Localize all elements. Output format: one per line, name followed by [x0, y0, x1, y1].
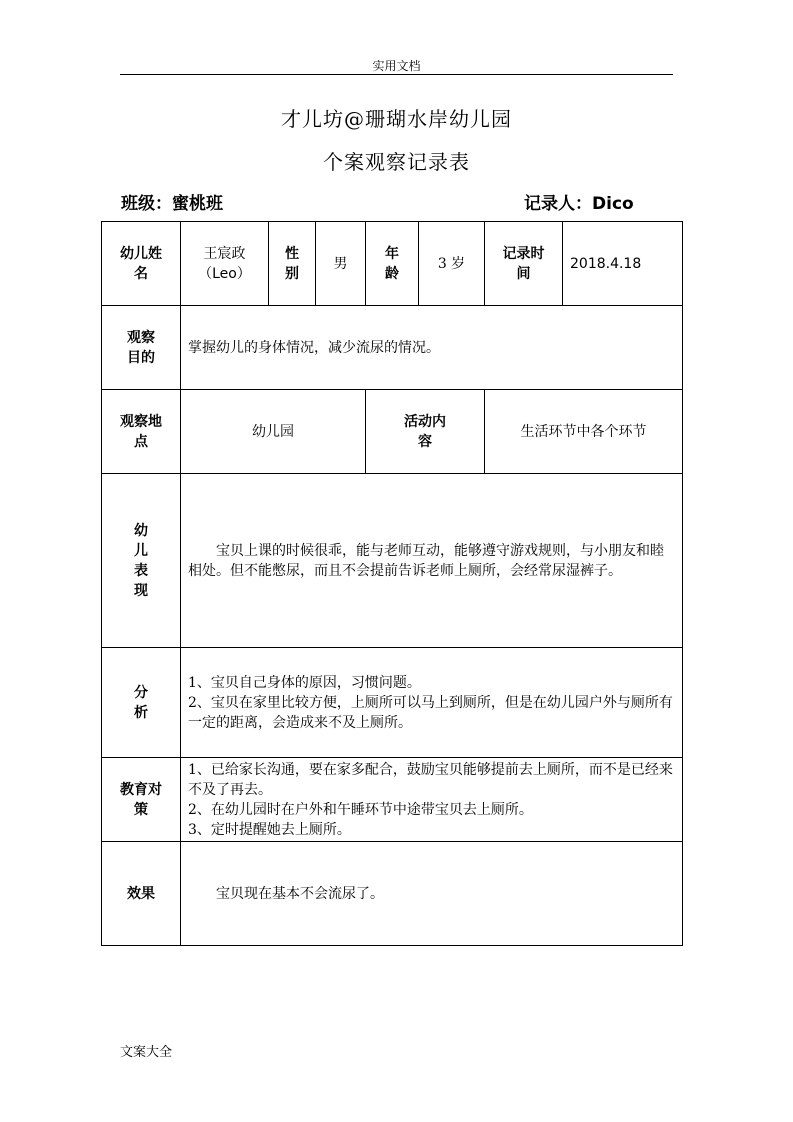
table-row: [102, 648, 683, 758]
recorder-info: [524, 189, 634, 214]
performance-value: 宝贝上课的时候很乖，能与老师互动，能够遵守游戏规则，与小朋友和睦相处。但不能憋尿，而且不会提前告诉老师上厕所，会经常尿湿裤子。: [181, 474, 683, 648]
purpose-label: 观察 目的: [102, 306, 181, 390]
child-name-value: 王宸政 （Leo）: [181, 222, 269, 306]
gender-label: 性 别: [269, 222, 316, 306]
effect-value: 宝贝现在基本不会流尿了。: [181, 842, 683, 946]
strategy-label: 教育对 策: [102, 758, 181, 842]
location-label: 观察地 点: [102, 390, 181, 474]
list-item: 1、已给家长沟通，要在家多配合，鼓励宝贝能够提前去上厕所，而不是已经来不及了再去。: [188, 761, 673, 798]
observation-record-table: [101, 221, 683, 946]
list-item: 1、宝贝自己身体的原因，习惯问题。: [188, 674, 421, 691]
table-row: [102, 306, 683, 390]
age-label: 年 龄: [366, 222, 419, 306]
record-time-value: 2018.4.18: [563, 222, 683, 306]
table-row: [102, 390, 683, 474]
document-title: 才儿坊@珊瑚水岸幼儿园: [281, 107, 512, 131]
table-row: [102, 842, 683, 946]
document-subtitle: 个案观察记录表: [323, 150, 470, 174]
activity-label: 活动内 容: [366, 390, 485, 474]
recorder-label: 记录人：: [524, 194, 592, 214]
table-row: [102, 474, 683, 648]
table-row: [102, 222, 683, 306]
list-item: 2、宝贝在家里比较方便，上厕所可以马上到厕所，但是在幼儿园户外与厕所有一定的距离，会造成来不及上厕所。: [188, 694, 673, 731]
gender-value: 男: [316, 222, 366, 306]
age-value: 3 岁: [419, 222, 485, 306]
child-name-label: 幼儿姓 名: [102, 222, 181, 306]
record-time-label: 记录时 间: [485, 222, 563, 306]
strategy-value: [181, 758, 683, 842]
recorder-name: Dico: [592, 194, 634, 214]
table-row: [102, 758, 683, 842]
analysis-label: 分 析: [102, 648, 181, 758]
purpose-value: 掌握幼儿的身体情况，减少流尿的情况。: [181, 306, 683, 390]
list-item: 3、定时提醒她去上厕所。: [188, 821, 351, 838]
class-label: 班级：蜜桃班: [121, 194, 223, 214]
page-header-text: 实用文档: [372, 59, 421, 73]
performance-label: 幼 儿 表 现: [102, 474, 181, 648]
activity-value: 生活环节中各个环节: [485, 390, 683, 474]
location-value: 幼儿园: [181, 390, 366, 474]
effect-label: 效果: [102, 842, 181, 946]
header-divider: [120, 74, 673, 75]
analysis-value: [181, 648, 683, 758]
page-footer-text: 文案大全: [120, 1045, 173, 1060]
list-item: 2、在幼儿园时在户外和午睡环节中途带宝贝去上厕所。: [188, 801, 533, 818]
